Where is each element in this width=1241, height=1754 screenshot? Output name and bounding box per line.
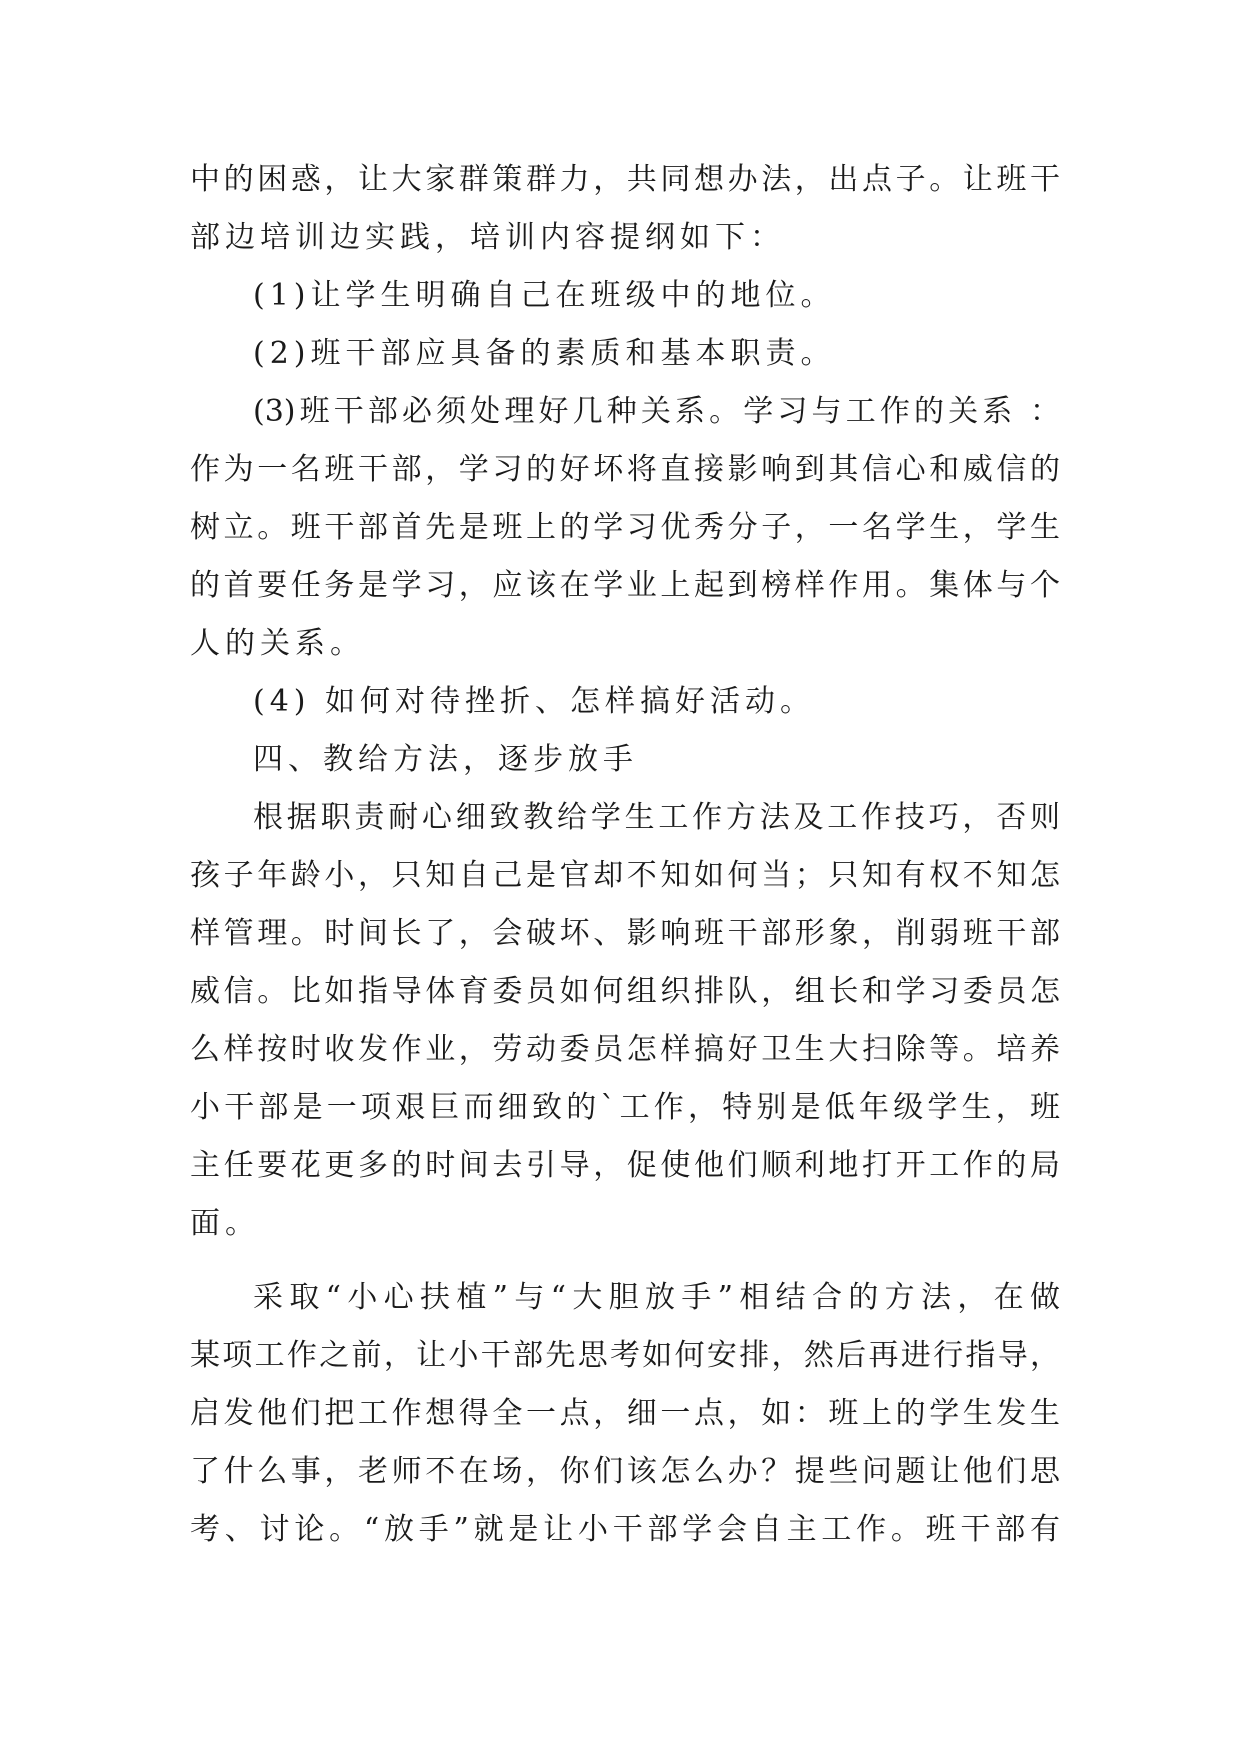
list-item-1: (1)让学生明确自己在班级中的地位。 [253,278,836,313]
text-line: 主任要花更多的时间去引导，促使他们顺利地打开工作的局 [190,1148,1060,1183]
text-line: 启发他们把工作想得全一点，细一点，如：班上的学生发生 [190,1396,1060,1431]
text-line: 的首要任务是学习，应该在学业上起到榜样作用。集体与个 [190,568,1060,603]
text-line: 孩子年龄小，只知自己是官却不知如何当；只知有权不知怎 [190,858,1060,893]
text-line: 样管理。时间长了，会破坏、影响班干部形象，削弱班干部 [190,916,1060,951]
text-line: 威信。比如指导体育委员如何组织排队，组长和学习委员怎 [190,974,1060,1009]
list-item-4: (4) 如何对待挫折、怎样搞好活动。 [253,684,816,719]
text-line: 小干部是一项艰巨而细致的`工作，特别是低年级学生，班 [190,1090,1060,1125]
text-line: 人的关系。 [190,626,365,661]
text-line: 部边培训边实践，培训内容提纲如下： [190,220,785,255]
list-item-3: (3)班干部必须处理好几种关系。学习与工作的关系 ： [253,394,1060,429]
paragraph-start: 根据职责耐心细致教给学生工作方法及工作技巧，否则 [253,800,1060,835]
text-line: 作为一名班干部，学习的好坏将直接影响到其信心和威信的 [190,452,1060,487]
list-item-2: (2)班干部应具备的素质和基本职责。 [253,336,836,371]
paragraph-start: 采取“小心扶植”与“大胆放手”相结合的方法，在做 [253,1280,1060,1315]
text-line: 面。 [190,1206,260,1241]
text-line: 某项工作之前，让小干部先思考如何安排，然后再进行指导， [190,1338,1060,1373]
text-line: 考、讨论。“放手”就是让小干部学会自主工作。班干部有 [190,1512,1060,1547]
text-line: 么样按时收发作业，劳动委员怎样搞好卫生大扫除等。培养 [190,1032,1060,1067]
text-line: 了什么事，老师不在场，你们该怎么办？提些问题让他们思 [190,1454,1060,1489]
text-line: 中的困惑，让大家群策群力，共同想办法，出点子。让班干 [190,162,1060,197]
text-line: 树立。班干部首先是班上的学习优秀分子，一名学生，学生 [190,510,1060,545]
section-heading: 四、教给方法，逐步放手 [253,742,638,777]
